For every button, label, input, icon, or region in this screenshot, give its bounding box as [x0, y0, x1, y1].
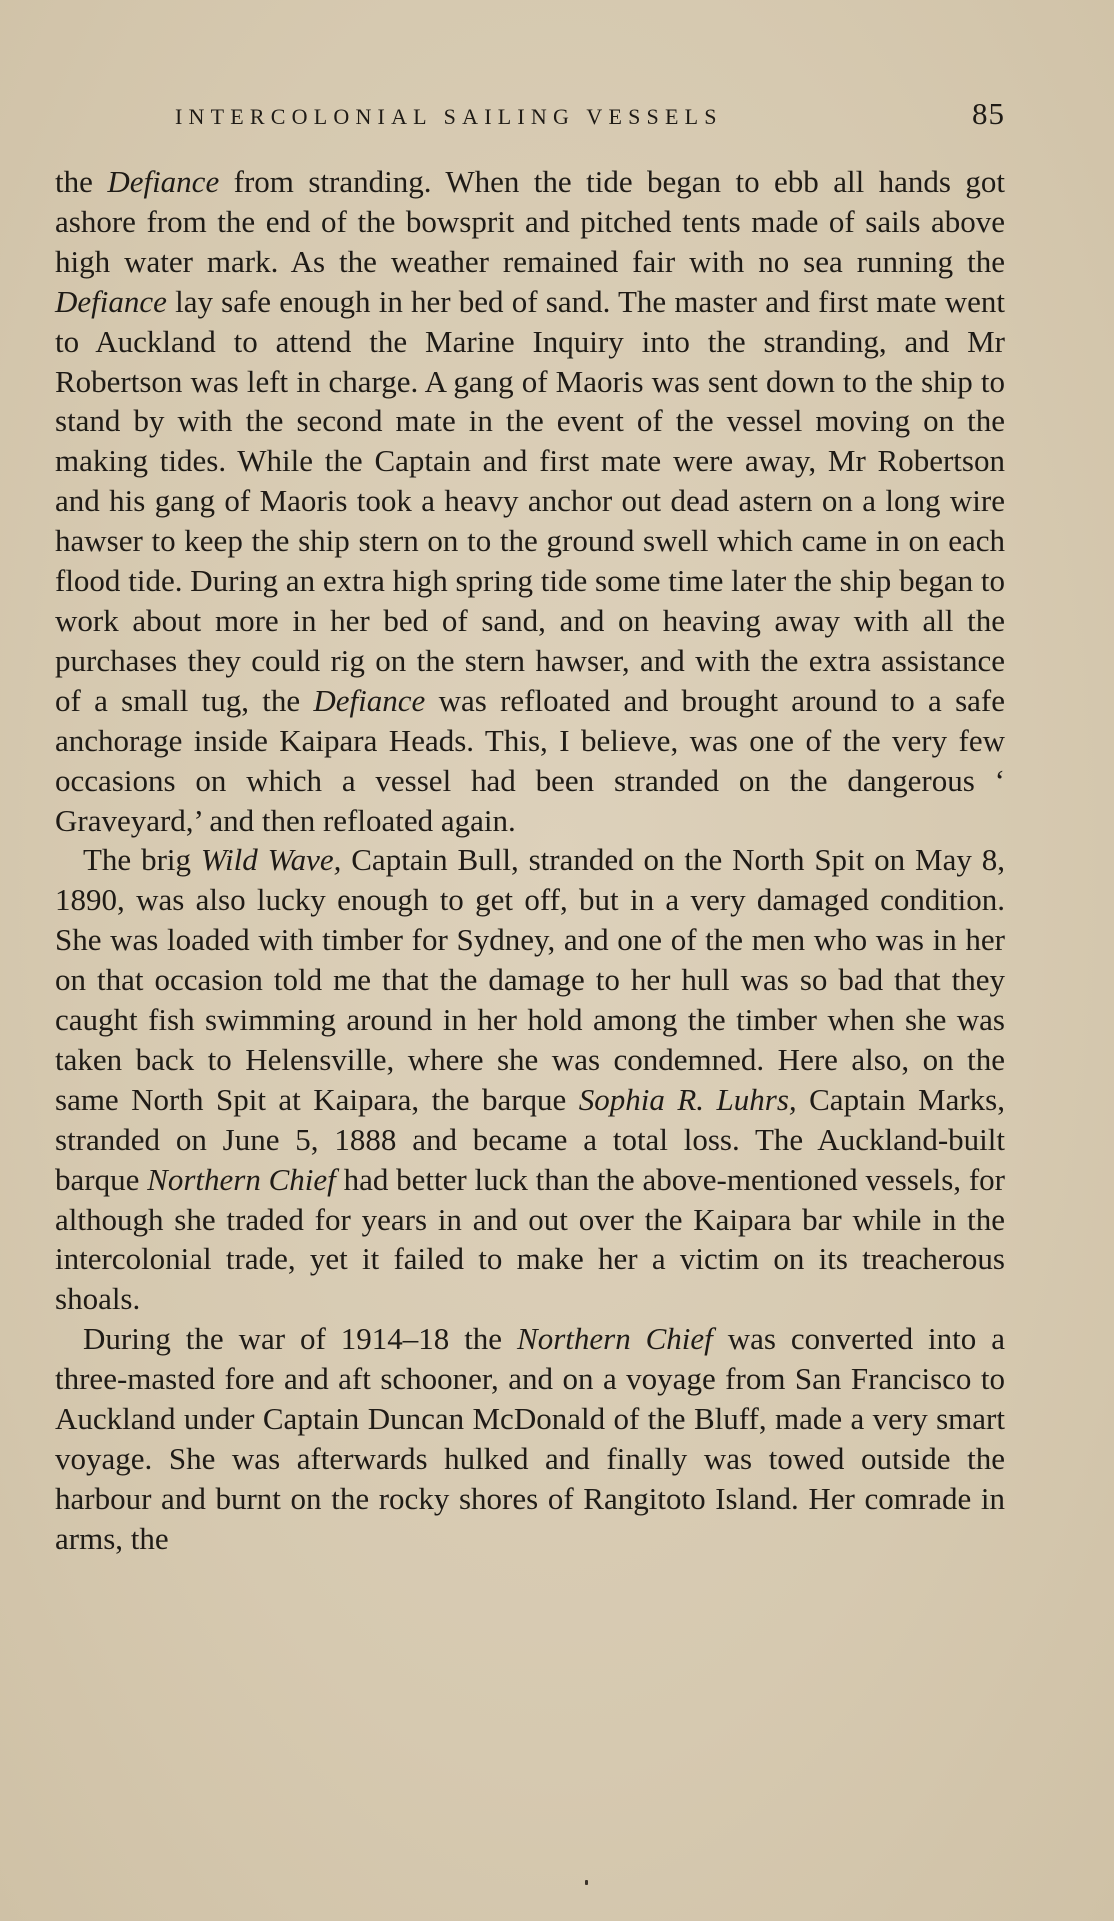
paragraph-wild-wave [55, 840, 1005, 1319]
vessel-name-italic: Defiance [55, 283, 167, 319]
vessel-name-italic: Defiance [313, 682, 426, 718]
text-run: was refloated and brought around to a safe anchorage inside Kaipara Heads. This, I believe, was one of the very few occasions on which a vessel had been stranded on the dangerous ‘ Graveyard,’ and then refloated again. [55, 682, 1005, 838]
vessel-name-italic: Defiance [107, 164, 220, 199]
paragraph-northern-chief [55, 1319, 1005, 1558]
vessel-name-italic: Sophia R. Luhrs, [578, 1081, 797, 1117]
vessel-name-italic: Northern Chief [147, 1161, 336, 1197]
text-run: the [55, 164, 108, 199]
text-run: Captain Bull, stranded on the North Spit on May 8, 1890, was also lucky enough to get off, but in a very damaged condition. She was loaded with timber for Sydney, and one of the men who was in her on that occasion told me that the damage to her hull was so bad that they caught fish swimming around in her hold among the timber when she was taken back to Helensville, where she was condemned. Here also, on the same North Spit at Kaipara, the barque [55, 842, 1005, 1117]
running-title: INTERCOLONIAL SAILING VESSELS [175, 104, 723, 129]
page-number: 85 [972, 96, 1005, 131]
body-text [55, 162, 1005, 1559]
page-header [55, 96, 1005, 146]
vessel-name-italic: Wild Wave, [200, 842, 342, 878]
text-run: During the war of 1914–18 the [83, 1321, 518, 1357]
text-run: Captain Marks, stranded on June 5, 1888 and became a total loss. The Auckland-built barque [55, 1081, 1005, 1197]
text-run: The brig [83, 842, 201, 878]
paragraph-defiance [55, 162, 1005, 840]
text-run: from stranding. When the tide began to ebb all hands got ashore from the end of the bowsprit and pitched tents made of sails above high water mark. As the weather remained fair with no sea running the [55, 164, 1005, 279]
paper-speck [585, 1880, 588, 1885]
text-run: was converted into a three-masted fore and aft schooner, and on a voyage from San Francisco to Auckland under Captain Duncan McDonald of the Bluff, made a very smart voyage. She was afterwards hulked and finally was towed outside the harbour and burnt on the rocky shores of Rangitoto Island. Her comrade in arms, the [55, 1321, 1005, 1556]
vessel-name-italic: Northern Chief [517, 1321, 713, 1357]
text-run: had better luck than the above-mentioned vessels, for although she traded for years in and out over the Kaipara bar while in the intercolonial trade, yet it failed to make her a victim on its treacherous shoals. [55, 1161, 1005, 1317]
text-run: lay safe enough in her bed of sand. The master and first mate went to Auckland to attend the Marine Inquiry into the stranding, and Mr Robertson was left in charge. A gang of Maoris was sent down to the ship to stand by with the second mate in the event of the vessel moving on the making tides. While the Captain and first mate were away, Mr Robertson and his gang of Maoris took a heavy anchor out dead astern on a long wire hawser to keep the ship stern on to the ground swell which came in on each flood tide. During an extra high spring tide some time later the ship began to work about more in her bed of sand, and on heaving away with all the purchases they could rig on the stern hawser, and with the extra assistance of a small tug, the [55, 283, 1005, 718]
